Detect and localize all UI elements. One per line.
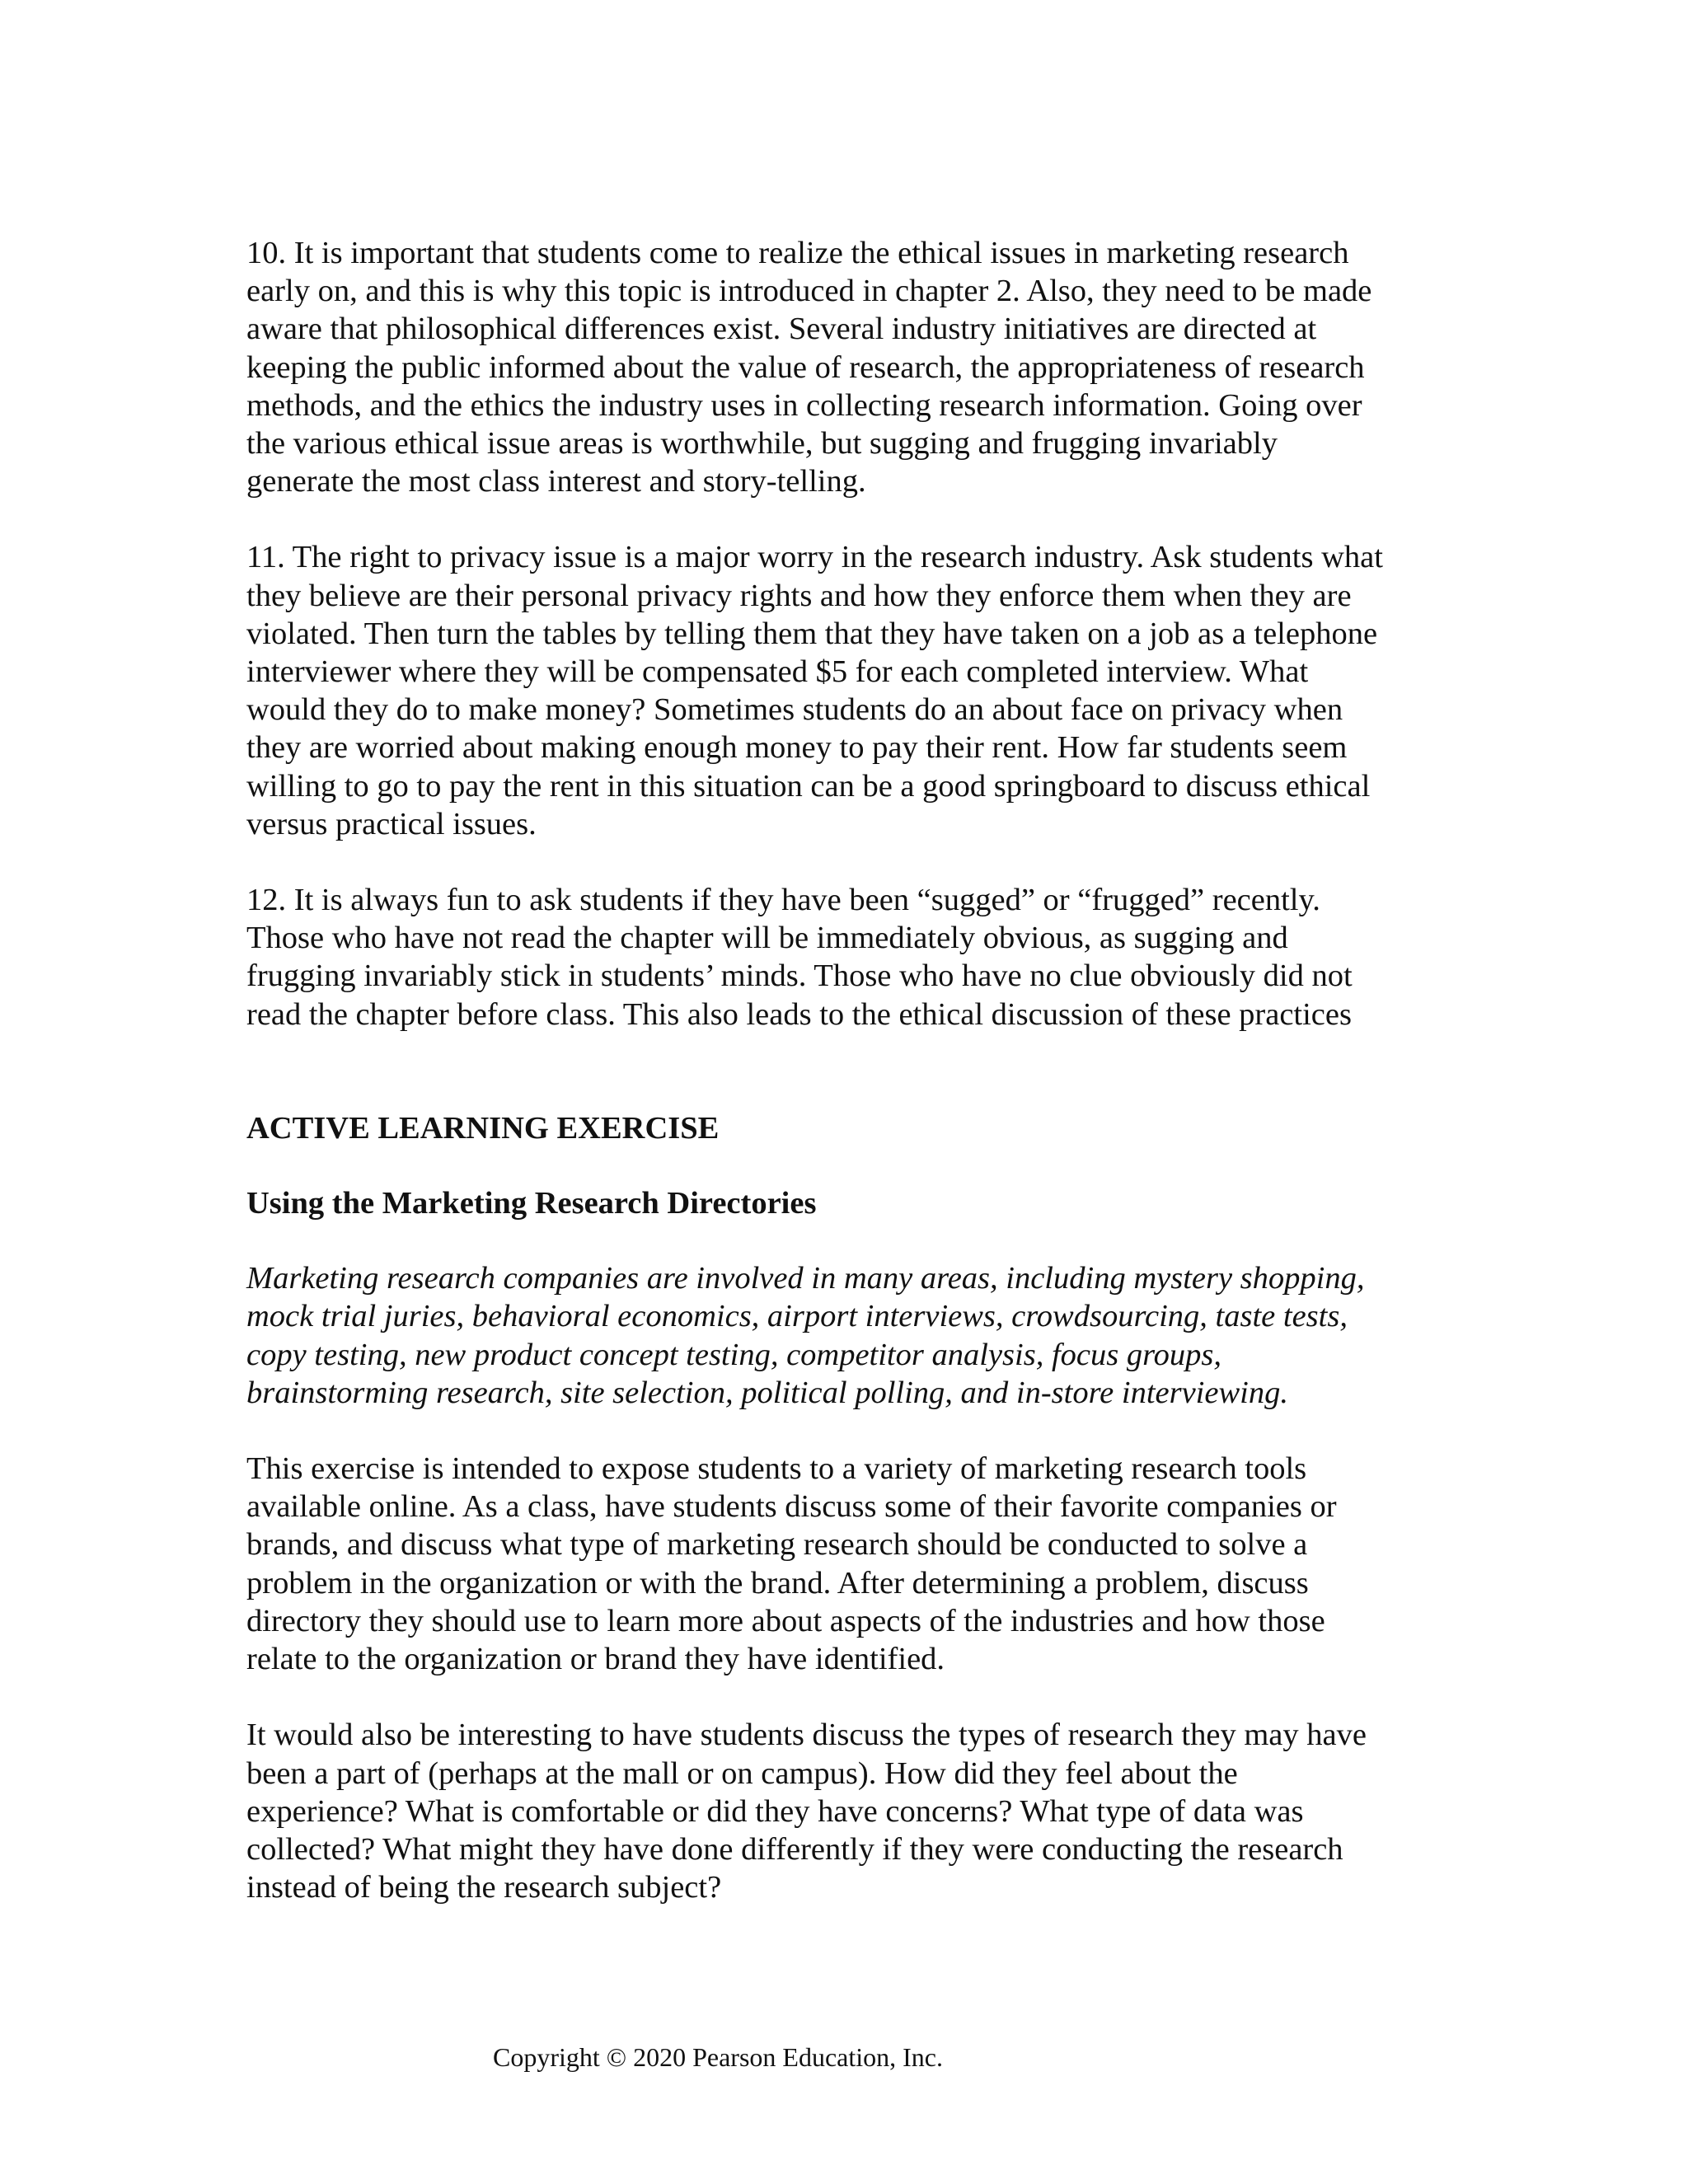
paragraph-line: they believe are their personal privacy rights and how they enforce them when they are: [246, 578, 1352, 613]
paragraph-12: [246, 881, 1458, 1033]
paragraph-10: [246, 234, 1458, 500]
paragraph-line: copy testing, new product concept testing, competitor analysis, focus groups,: [246, 1337, 1221, 1372]
paragraph-line: the various ethical issue areas is worthwhile, but sugging and frugging invariably: [246, 426, 1278, 462]
paragraph-line: willing to go to pay the rent in this situation can be a good springboard to discuss ethical: [246, 768, 1371, 804]
paragraph-line: experience? What is comfortable or did they have concerns? What type of data was: [246, 1793, 1304, 1829]
paragraph-line: generate the most class interest and story-telling.: [246, 464, 866, 499]
paragraph-line: 11. The right to privacy issue is a major worry in the research industry. Ask students what: [246, 540, 1383, 575]
paragraph-line: 12. It is always fun to ask students if they have been “sugged” or “frugged” recently.: [246, 883, 1320, 918]
paragraph-line: collected? What might they have done differently if they were conducting the research: [246, 1831, 1343, 1867]
copyright-footer: Copyright © 2020 Pearson Education, Inc.: [493, 2042, 943, 2072]
paragraph-11: [246, 538, 1458, 843]
paragraph-line: brainstorming research, site selection, political polling, and in-store interviewing.: [246, 1375, 1288, 1410]
exercise-paragraph: [246, 1450, 1458, 1678]
paragraph-line: mock trial juries, behavioral economics, airport interviews, crowdsourcing, taste tests,: [246, 1299, 1348, 1334]
paragraph-line: early on, and this is why this topic is introduced in chapter 2. Also, they need to be made: [246, 274, 1372, 309]
paragraph-line: problem in the organization or with the brand. After determining a problem, discuss: [246, 1565, 1309, 1601]
paragraph-line: 10. It is important that students come to realize the ethical issues in marketing research: [246, 236, 1349, 270]
paragraph-line: Marketing research companies are involved in many areas, including mystery shopping,: [246, 1261, 1365, 1296]
paragraph-line: aware that philosophical differences exist. Several industry initiatives are directed at: [246, 312, 1317, 347]
section-heading: ACTIVE LEARNING EXERCISE: [246, 1110, 720, 1146]
exercise-title: Using the Marketing Research Directories: [246, 1186, 817, 1221]
italic-intro-paragraph: [246, 1259, 1458, 1412]
paragraph-line: relate to the organization or brand they have identified.: [246, 1642, 945, 1677]
closing-paragraph: [246, 1716, 1458, 1906]
paragraph-line: read the chapter before class. This also leads to the ethical discussion of these practices: [246, 996, 1352, 1032]
paragraph-line: available online. As a class, have students discuss some of their favorite companies or: [246, 1489, 1337, 1525]
page-content: [246, 234, 1458, 1944]
paragraph-line: Those who have not read the chapter will be immediately obvious, as sugging and: [246, 921, 1288, 956]
paragraph-line: instead of being the research subject?: [246, 1870, 722, 1905]
paragraph-line: frugging invariably stick in students’ minds. Those who have no clue obviously did not: [246, 958, 1353, 994]
paragraph-line: they are worried about making enough money to pay their rent. How far students seem: [246, 730, 1348, 766]
paragraph-line: It would also be interesting to have students discuss the types of research they may have: [246, 1718, 1367, 1753]
paragraph-line: been a part of (perhaps at the mall or on campus). How did they feel about the: [246, 1755, 1238, 1791]
paragraph-line: violated. Then turn the tables by telling them that they have taken on a job as a telephone: [246, 616, 1378, 651]
paragraph-line: This exercise is intended to expose students to a variety of marketing research tools: [246, 1451, 1307, 1487]
paragraph-line: interviewer where they will be compensated $5 for each completed interview. What: [246, 654, 1309, 690]
paragraph-line: directory they should use to learn more about aspects of the industries and how those: [246, 1603, 1325, 1638]
paragraph-line: methods, and the ethics the industry uses in collecting research information. Going over: [246, 387, 1362, 423]
paragraph-line: versus practical issues.: [246, 806, 537, 841]
paragraph-line: would they do to make money? Sometimes students do an about face on privacy when: [246, 692, 1343, 728]
paragraph-line: keeping the public informed about the value of research, the appropriateness of research: [246, 349, 1365, 385]
paragraph-line: brands, and discuss what type of marketing research should be conducted to solve a: [246, 1527, 1308, 1563]
